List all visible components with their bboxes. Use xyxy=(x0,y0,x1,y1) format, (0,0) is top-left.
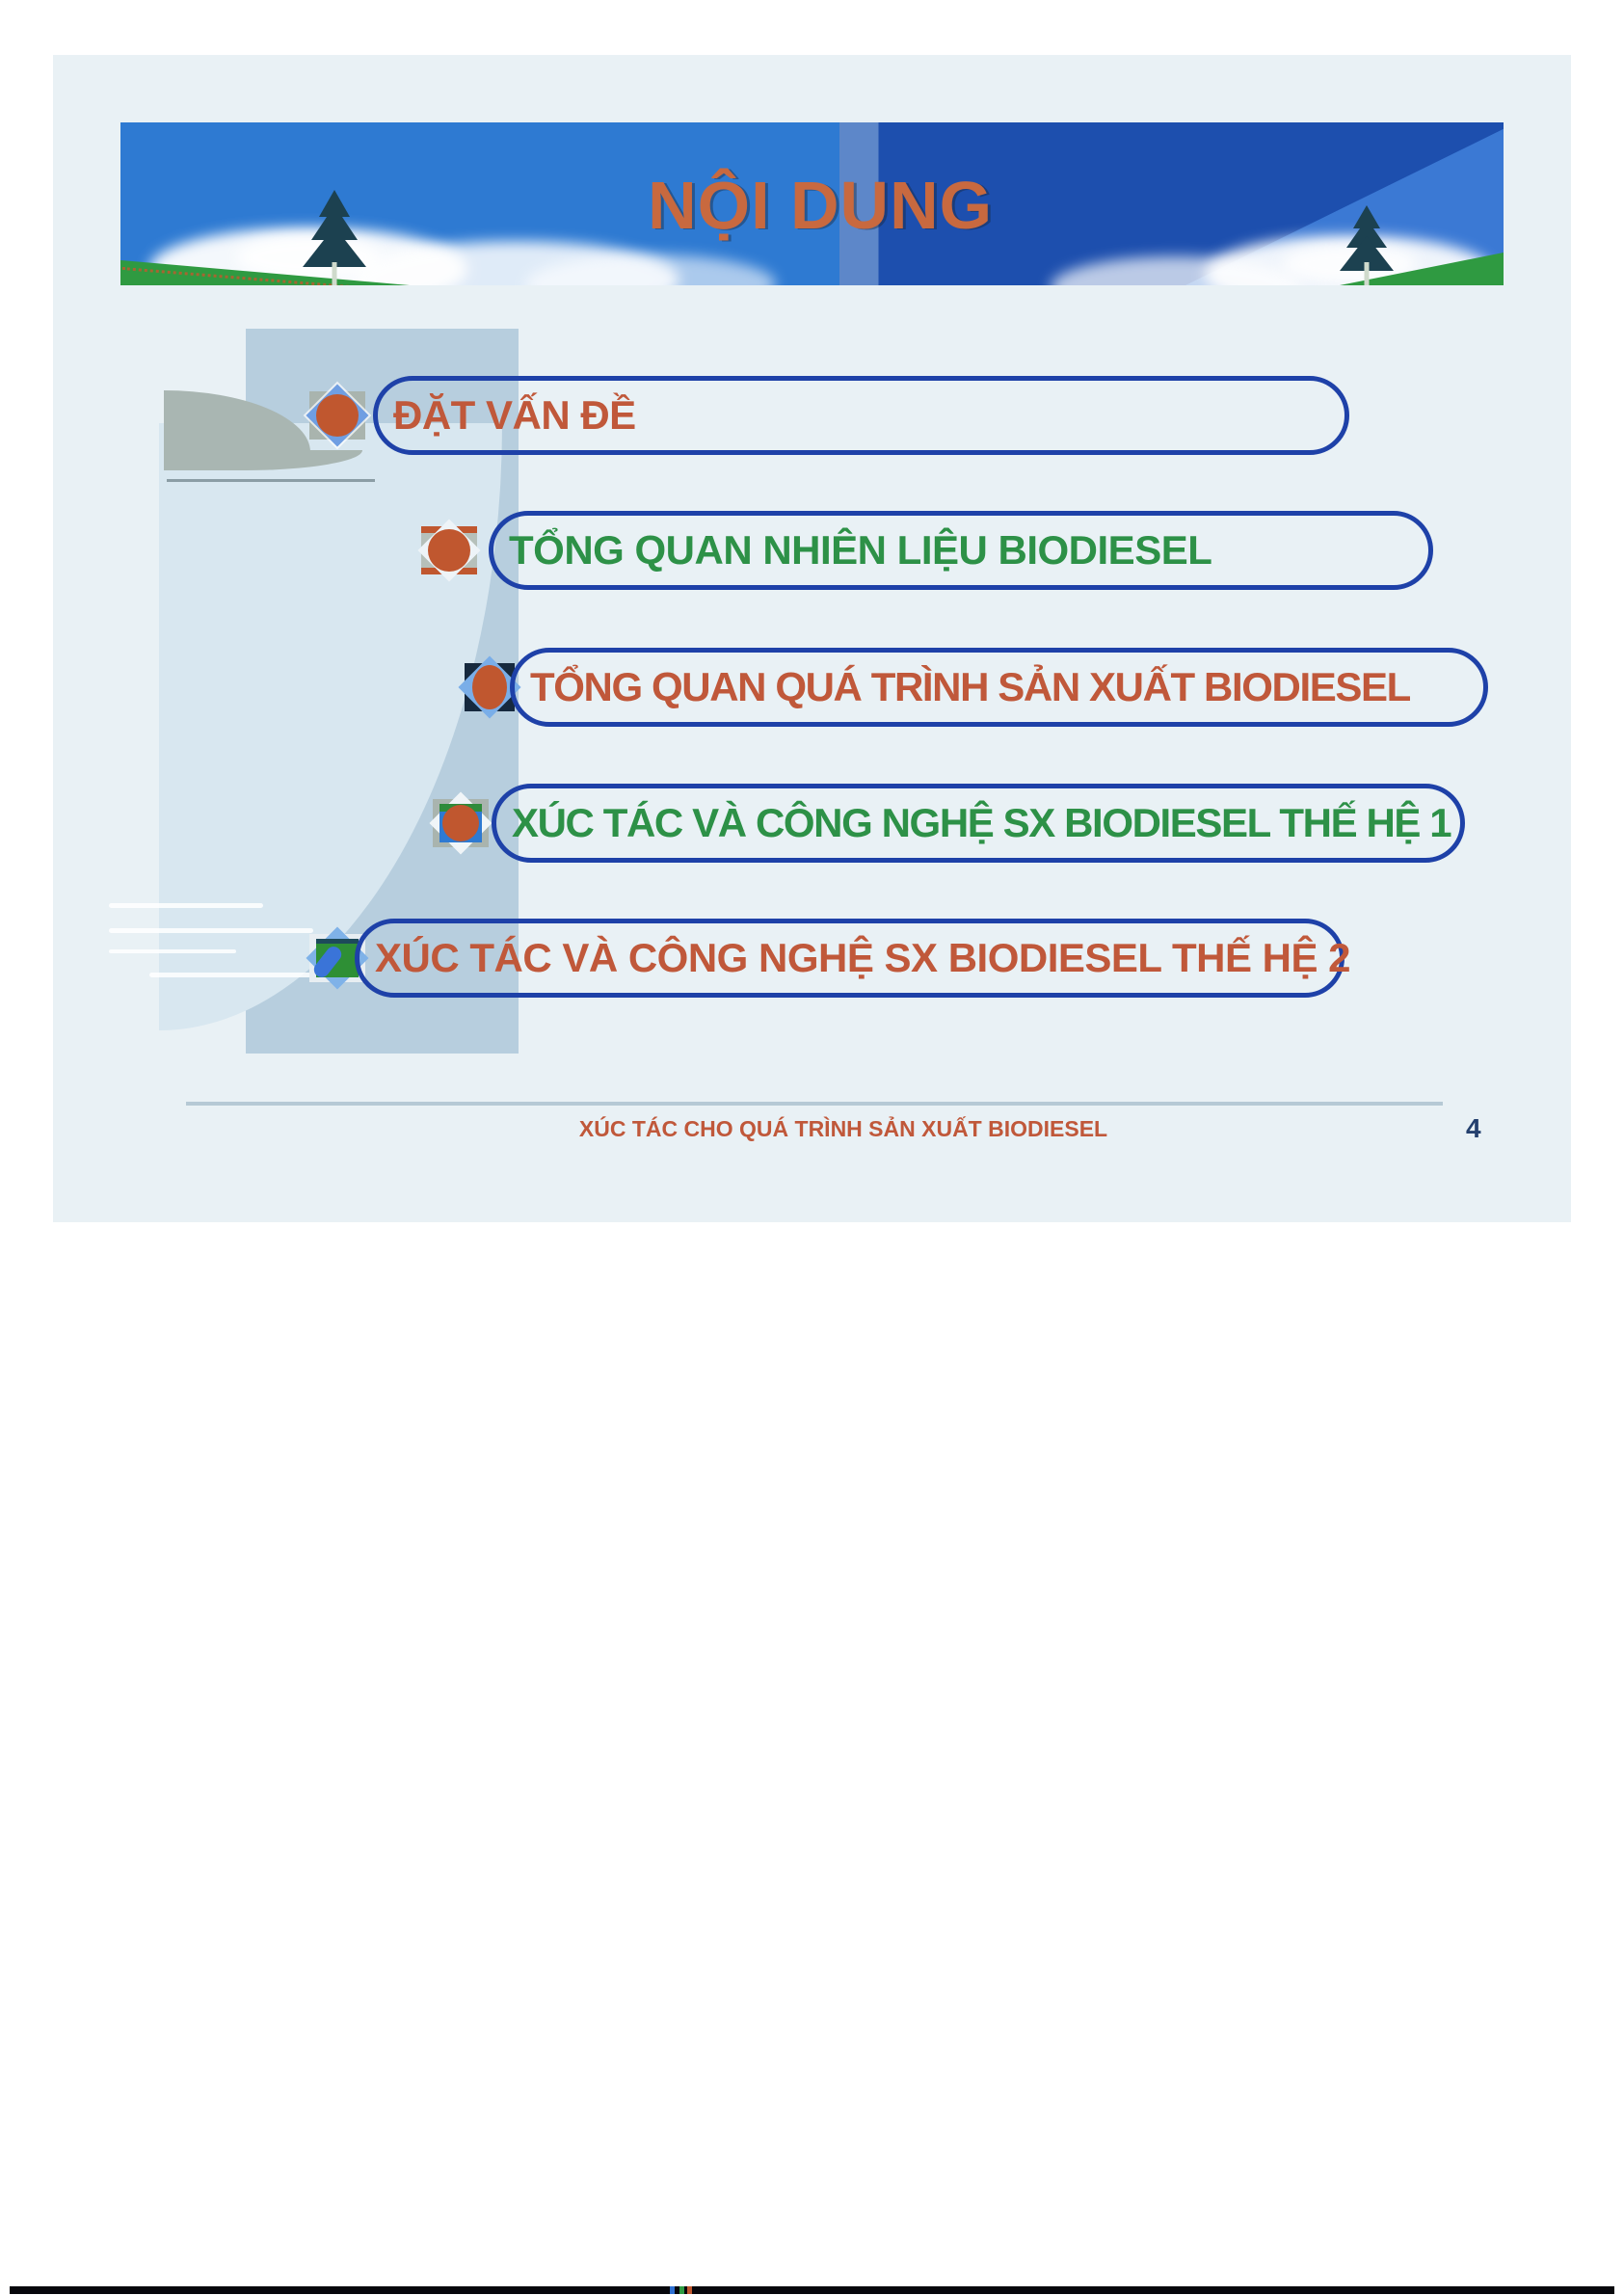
slide-title: NỘI DUNG xyxy=(648,168,994,243)
footer-divider-line xyxy=(186,1102,1443,1106)
toc-item-label: TỔNG QUAN NHIÊN LIỆU BIODIESEL xyxy=(509,527,1212,573)
toc-pill xyxy=(355,919,1351,998)
toc-item-xuc-tac-the-he-2 xyxy=(53,919,1571,998)
header-banner xyxy=(120,122,1504,285)
toc-item-label: XÚC TÁC VÀ CÔNG NGHỆ SX BIODIESEL THẾ HỆ 1 xyxy=(512,800,1451,845)
background-streak xyxy=(109,903,263,908)
toc-pill xyxy=(489,511,1433,590)
bullet-icon xyxy=(418,520,480,581)
toc-pill xyxy=(510,648,1488,727)
toc-item-dat-van-de xyxy=(53,376,1571,455)
pine-tree-right-icon xyxy=(1333,205,1400,285)
toc-item-label: ĐẶT VẤN ĐỀ xyxy=(393,392,636,438)
background-thin-line xyxy=(167,479,375,482)
toc-item-label: XÚC TÁC VÀ CÔNG NGHỆ SX BIODIESEL THẾ HỆ 2 xyxy=(375,935,1351,980)
toc-item-tong-quan-nhien-lieu xyxy=(53,511,1571,590)
slide-page xyxy=(53,55,1571,1222)
bullet-icon xyxy=(306,385,368,446)
toc-item-tong-quan-qua-trinh xyxy=(53,648,1571,727)
page-number: 4 xyxy=(1466,1113,1481,1143)
pine-tree-left-icon xyxy=(296,190,373,285)
bullet-icon xyxy=(430,792,492,854)
toc-pill xyxy=(492,784,1465,863)
toc-item-xuc-tac-the-he-1 xyxy=(53,784,1571,863)
toc-item-label: TỔNG QUAN QUÁ TRÌNH SẢN XUẤT BIODIESEL xyxy=(530,664,1410,709)
next-page-edge xyxy=(10,2286,1614,2294)
footer-title: XÚC TÁC CHO QUÁ TRÌNH SẢN XUẤT BIODIESEL xyxy=(578,1116,1108,1141)
toc-pill xyxy=(373,376,1349,455)
